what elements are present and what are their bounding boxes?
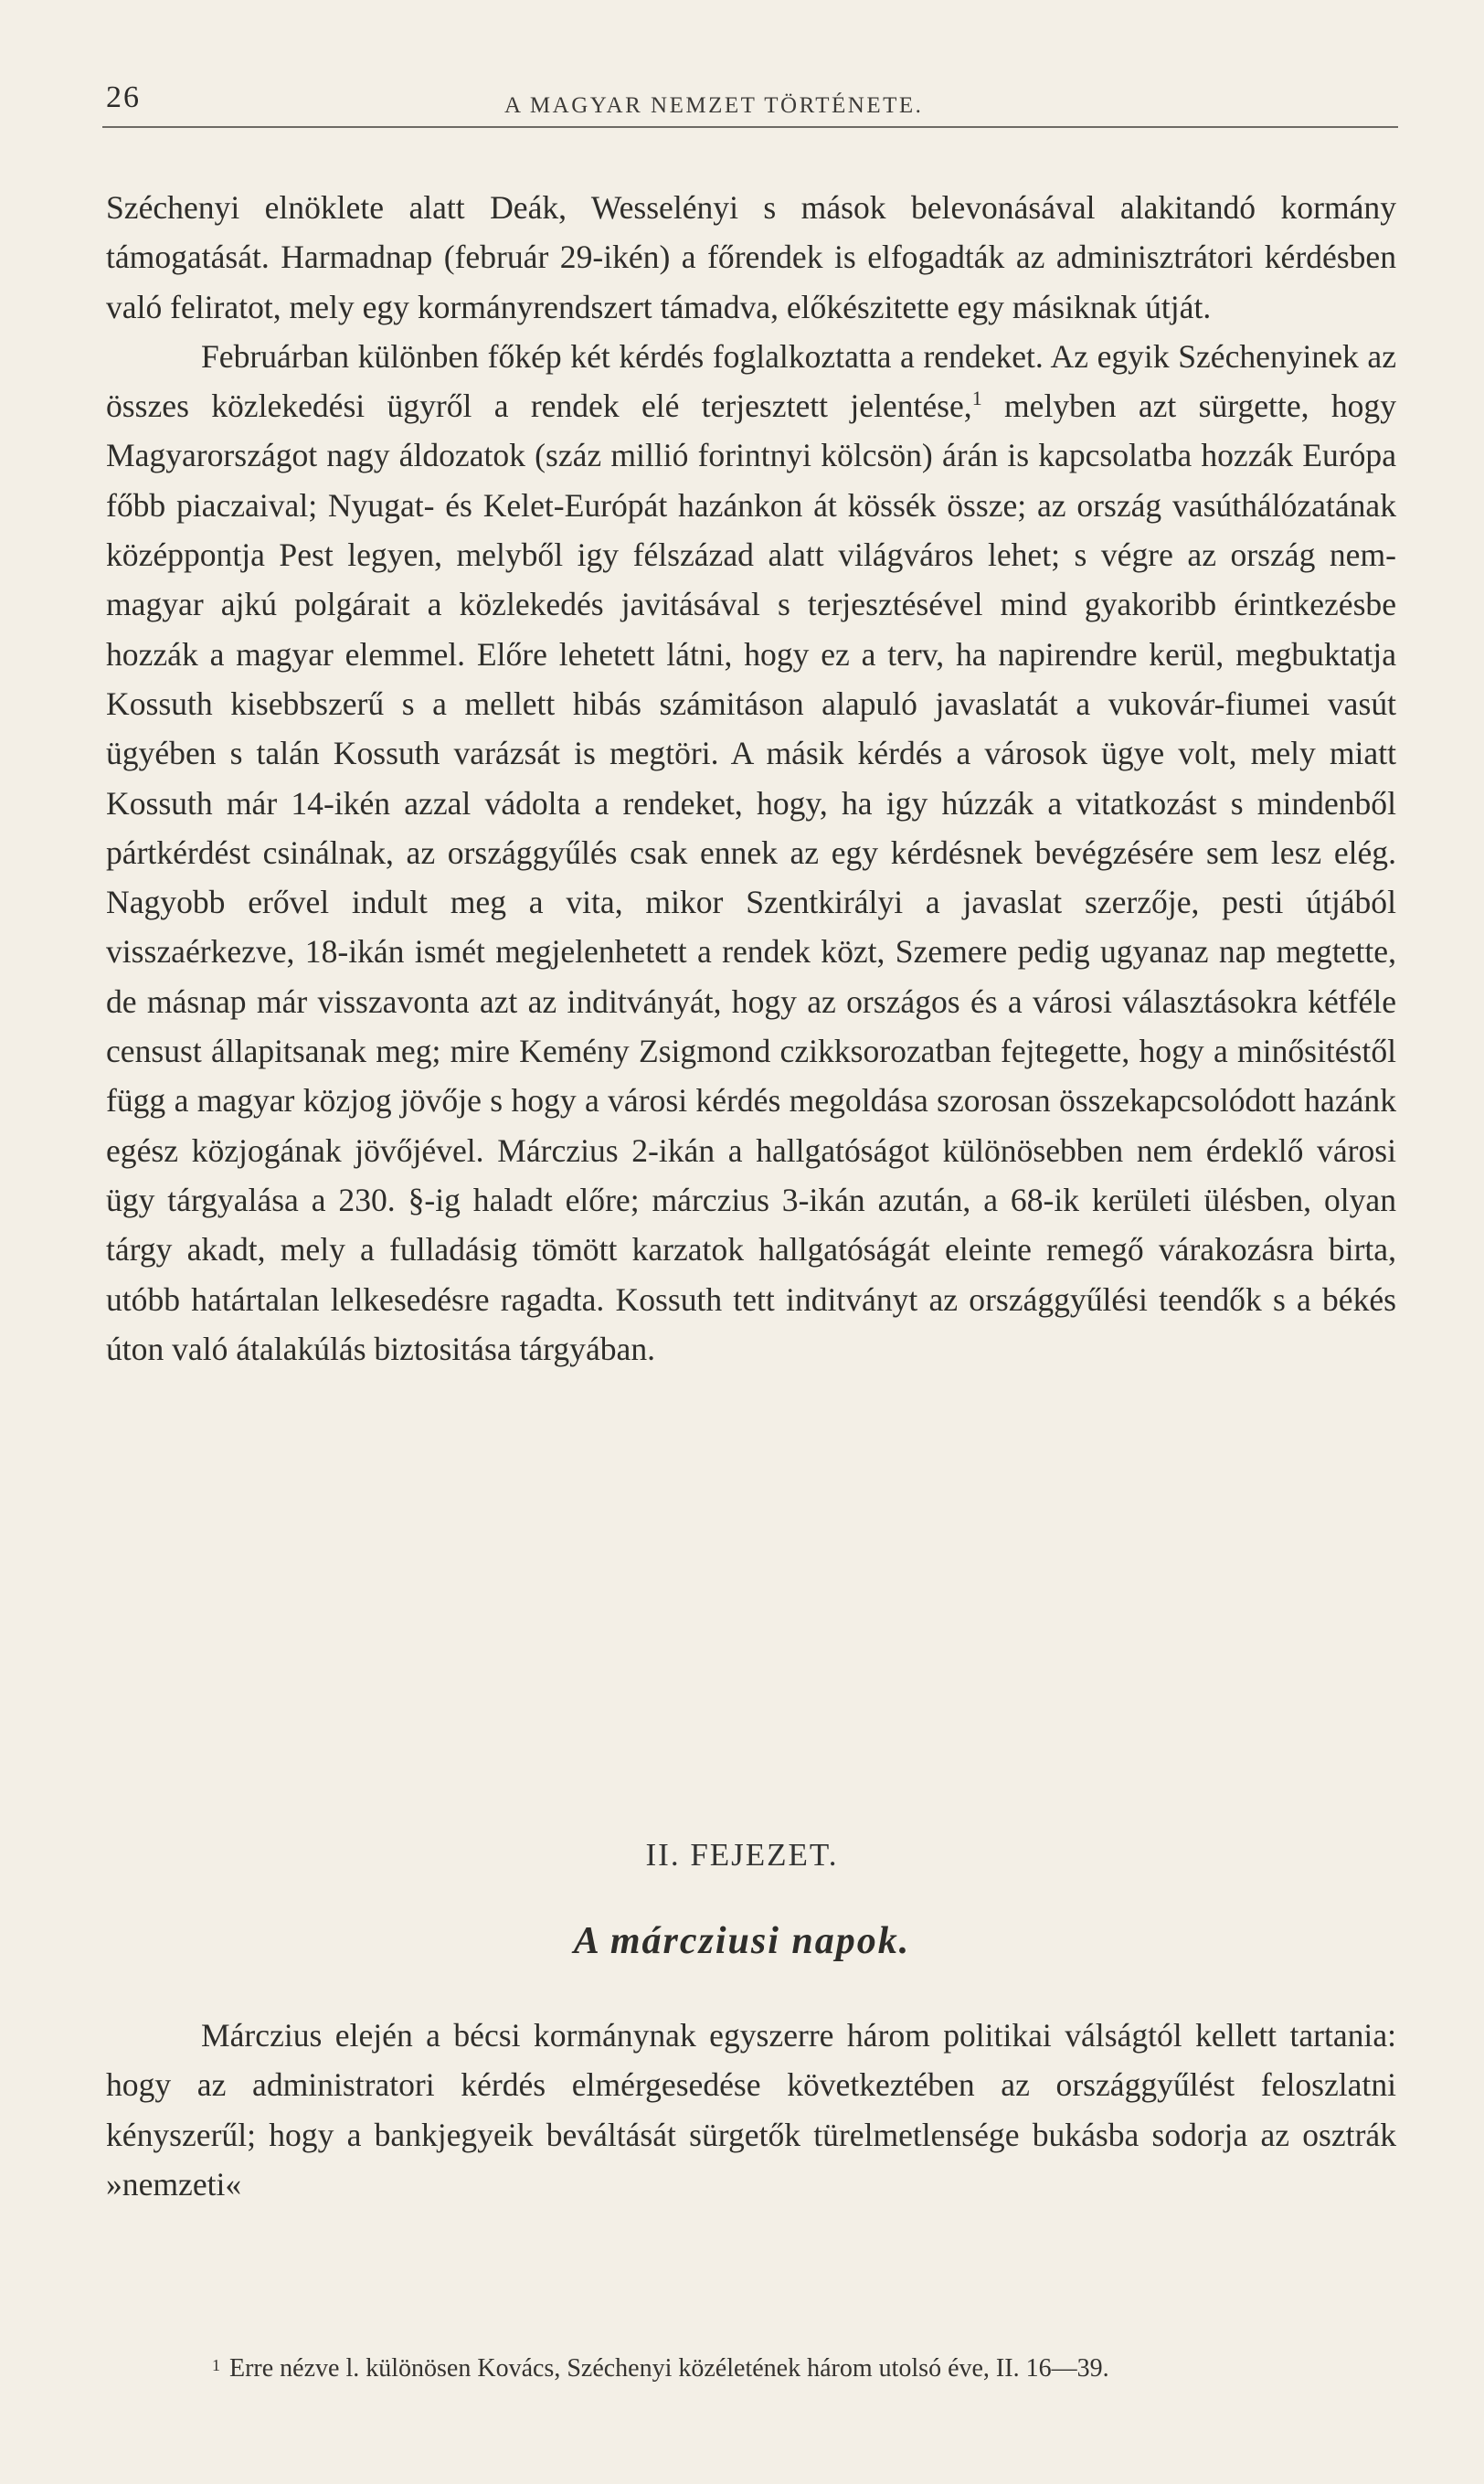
paragraph: Márczius elején a bécsi kormánynak egyszerre három politikai válságtól kellett tartania: hogy az administratori kérdés elmérgesedése következtében az országgyűlést feloszlatni kényszerűl; hogy a bankjegyeik beváltását sürgetők türelmetlensége bukásba sodorja az osztrák »nemzeti« bbox=[106, 2017, 1396, 2203]
footnote-text: Erre nézve l. különösen Kovács, Széchenyi közéletének három utolsó éve, II. 16—39. bbox=[229, 2354, 1109, 2383]
running-head bbox=[102, 80, 1398, 128]
header-rule bbox=[102, 126, 1398, 128]
footnote-reference: 1 bbox=[971, 387, 982, 410]
chapter-body-text bbox=[106, 2011, 1396, 2209]
chapter-number: II. FEJEZET. bbox=[645, 1837, 839, 1873]
page-number: 26 bbox=[106, 80, 141, 114]
body-text bbox=[106, 183, 1396, 1374]
footnote-marker: 1 bbox=[212, 2356, 220, 2374]
chapter-title: A márcziusi napok. bbox=[573, 1920, 911, 1962]
running-title: A MAGYAR NEMZET TÖRTÉNETE. bbox=[504, 93, 924, 118]
paragraph: Széchenyi elnöklete alatt Deák, Wesselényi s mások belevonásával alakitandó kormány támogatását. Harmadnap (február 29-ikén) a főrendek is elfogadták az adminisztrátori kérdésben való feliratot, mely egy kormányrendszert támadva, előkészitette egy másiknak útját. bbox=[106, 189, 1396, 325]
paragraph bbox=[106, 332, 1396, 1374]
paragraph-text: melyben azt sürgette, hogy Magyarországot nagy áldozatok (száz millió forintnyi kölcsön) árán is kapcsolatba hozzák Európa főbb piaczaival; Nyugat- és Kelet-Európát hazánkon át kössék össze; az ország vasúthálózatának középpontja Pest legyen, melyből igy félszázad alatt világváros lehet; s végre az ország nem-magyar ajkú polgárait a közlekedés javitásával s terjesztésével mind gyakoribb érintkezésbe hozzák a magyar elemmel. Előre lehetett látni, hogy ez a terv, ha napirendre kerül, megbuktatja Kossuth kisebbszerű s a mellett hibás számitáson alapuló javaslatát a vukovár-fiumei vasút ügyében s talán Kossuth varázsát is megtöri. A másik kérdés a városok ügye volt, mely miatt Kossuth már 14-ikén azzal vádolta a rendeket, hogy, ha igy húzzák a vitatkozást s mindenből pártkérdést csinálnak, az országgyűlés csak ennek az egy kérdésnek bevégzésére sem lesz elég. Nagyobb erővel indult meg a vita, mikor Szentkirályi a javaslat szerzője, pesti útjából visszaérkezve, 18-ikán ismét megjelenhetett a rendek közt, Szemere pedig ugyanaz nap megtette, de másnap már visszavonta azt az inditványát, hogy az országos és a városi választásokra kétféle censust állapitsanak meg; mire Kemény Zsigmond czikksorozatban fejtegette, hogy a minősitéstől függ a magyar közjog jövője s hogy a városi kérdés megoldása szorosan összekapcsolódott hazánk egész közjogának jövőjével. Márczius 2-ikán a hallgatóságot különösebben nem érdeklő városi ügy tárgyalása a 230. §-ig haladt előre; márczius 3-ikán azután, a 68-ik kerületi ülésben, olyan tárgy akadt, mely a fulladásig tömött karzatok hallgatóságát eleinte remegő várakozásra birta, utóbb határtalan lelkesedésre ragadta. Kossuth tett inditványt az országgyűlési teendők s a békés úton való átalakúlás biztositása tárgyában. bbox=[106, 387, 1396, 1367]
paragraph-text: Februárban különben főkép két kérdés foglalkoztatta a rendeket. Az egyik Széchenyinek az összes közlekedési ügyről a rendek elé terjesztett jelentése, bbox=[106, 337, 1396, 425]
footnote bbox=[212, 2351, 1418, 2387]
